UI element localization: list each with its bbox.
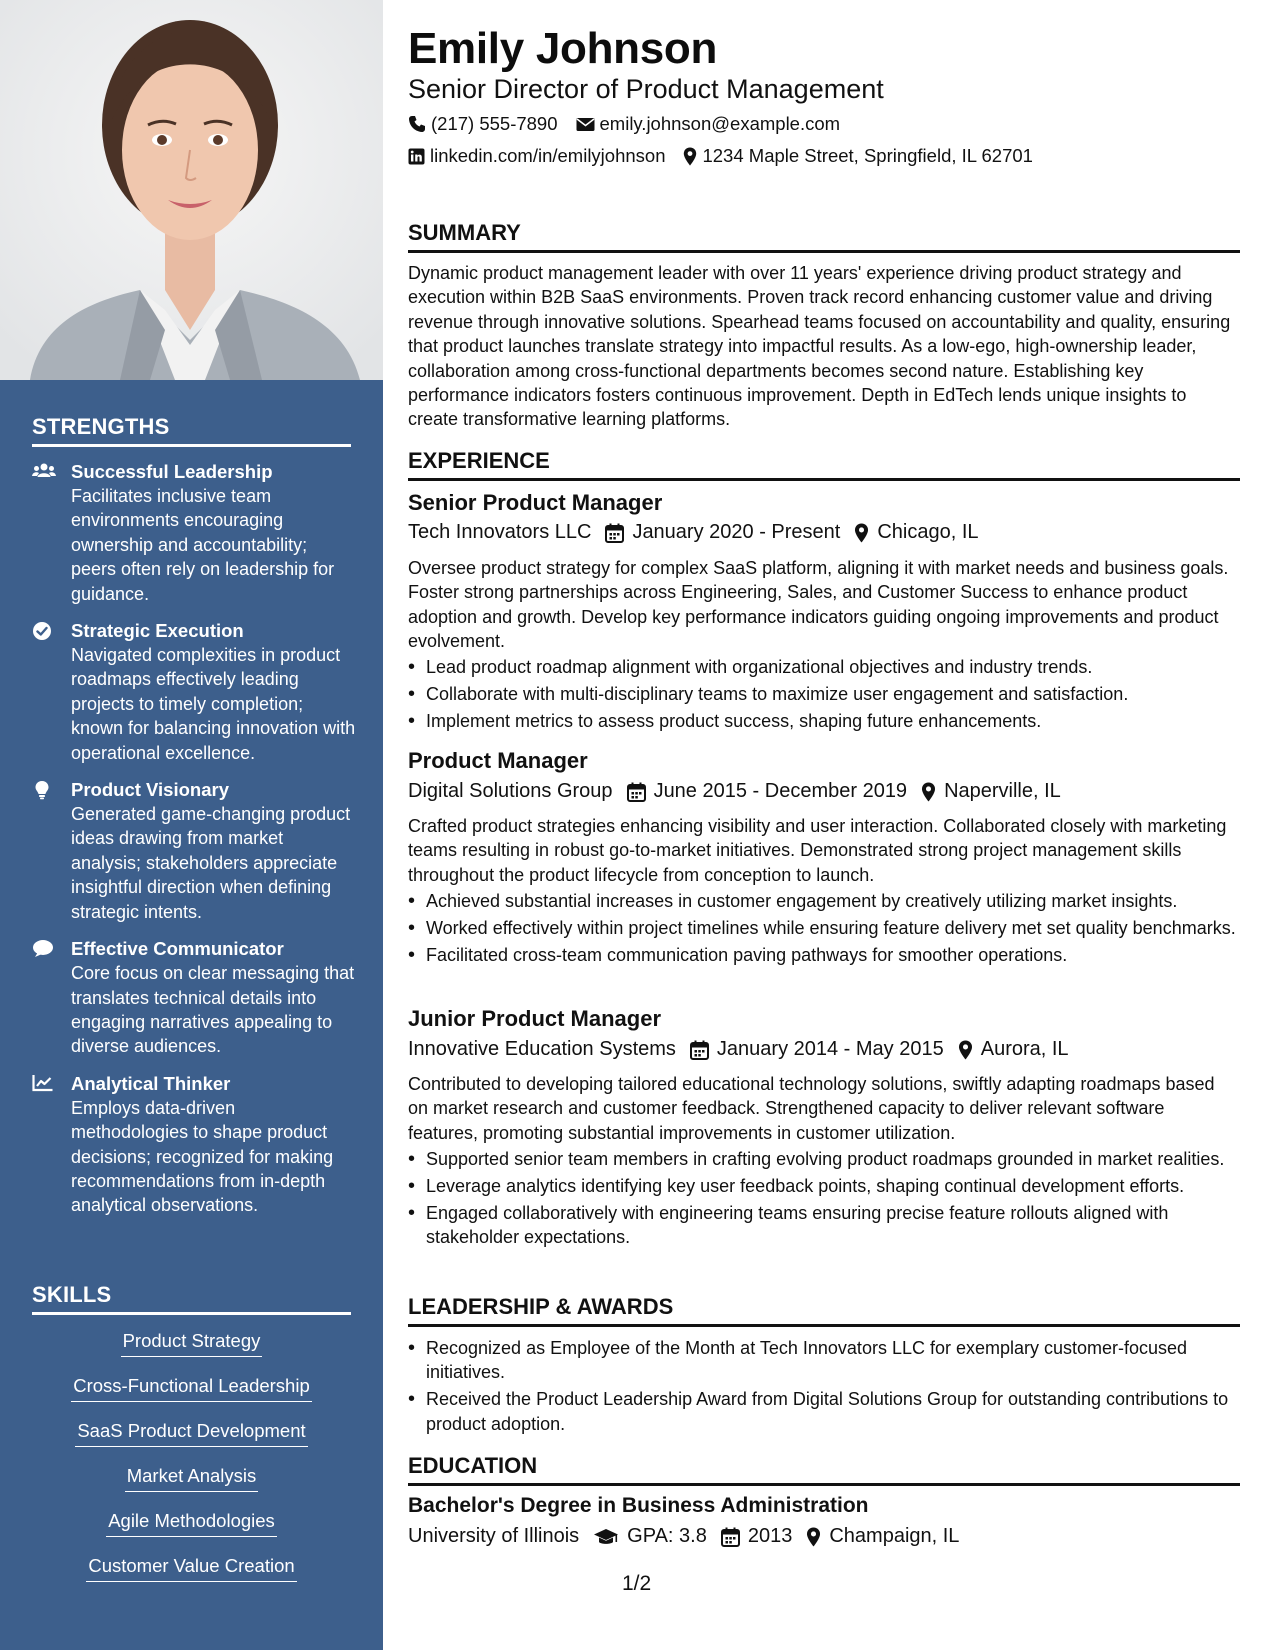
location-pin-icon (958, 1040, 973, 1060)
summary-text: Dynamic product management leader with over 11 years' experience driving product strategy and execution within B2B SaaS environments. Proven track record enhancing customer value and driving revenue through innovative solutions. Spearhead teams focused on accountability and quality, ensuring that product launches translate strategy into impactful results. As a low-ego, high-ownership leader, collaboration among cross-functional departments becomes second nature. Establishing key performance indicators fosters continuous improvement. Depth in EdTech lends unique insights to create transformative learning platforms. (408, 263, 1231, 430)
job-meta (408, 780, 1075, 803)
job-dates (690, 1038, 944, 1061)
candidate-name: Emily Johnson (408, 24, 718, 73)
awards-list (408, 1336, 1238, 1439)
skill-item (32, 1373, 351, 1418)
check-circle-icon (32, 621, 56, 641)
strength-description: Core focus on clear messaging that translates technical details into engaging narratives appealing to diverse audiences. (71, 963, 355, 1057)
phone-text: (217) 555-7890 (431, 113, 558, 134)
education-location (806, 1525, 959, 1548)
strength-item (32, 937, 357, 1059)
address-contact (683, 145, 1032, 167)
job-dates (627, 780, 908, 803)
strength-title: Product Visionary (71, 779, 229, 801)
list-item: • Engaged collaboratively with engineering teams ensuring precise feature rollouts aligned with stakeholder expectations. (408, 1201, 1238, 1250)
skill-label: Product Strategy (121, 1328, 263, 1357)
address-text: 1234 Maple Street, Springfield, IL 62701 (702, 145, 1033, 166)
skill-item (32, 1508, 351, 1553)
skill-label: SaaS Product Development (75, 1418, 307, 1447)
strength-item (32, 1072, 357, 1218)
job-location-text: Chicago, IL (877, 521, 979, 543)
skill-item (32, 1553, 351, 1598)
job-title: Product Manager (408, 748, 588, 773)
strength-description: Navigated complexities in product roadmaps effectively leading projects to timely completion; known for balancing innovation with operational excellence. (71, 645, 356, 763)
job-description: Oversee product strategy for complex SaaS platform, aligning it with market needs and business goals. Foster strong partnerships across Engineering, Sales, and Customer Success to enhance product adoption and growth. Develop key performance indicators guiding ongoing improvements and product evolvement. (408, 558, 1229, 652)
experience-heading: EXPERIENCE (408, 448, 1240, 481)
gpa-text: GPA: 3.8 (627, 1525, 707, 1547)
strength-description: Employs data-driven methodologies to shape product decisions; recognized for making recommendations from in-depth analytical observations. (71, 1097, 334, 1216)
list-item: • Collaborate with multi-disciplinary teams to maximize user engagement and satisfaction. (408, 682, 1238, 706)
phone-contact[interactable] (408, 113, 558, 135)
calendar-icon (627, 782, 646, 802)
company-name: Innovative Education Systems (408, 1038, 676, 1060)
location-pin-icon (921, 782, 936, 802)
calendar-icon (721, 1527, 740, 1547)
speech-bubble-icon (32, 939, 56, 959)
location-pin-icon (854, 523, 869, 543)
strength-title: Strategic Execution (71, 620, 244, 642)
job-dates-text: January 2014 - May 2015 (716, 1038, 944, 1060)
awards-heading: LEADERSHIP & AWARDS (408, 1294, 1240, 1327)
job-dates-text: June 2015 - December 2019 (653, 780, 908, 802)
phone-icon (408, 115, 426, 133)
degree-title: Bachelor's Degree in Business Administration (408, 1494, 869, 1517)
profile-photo (0, 0, 383, 380)
strength-description: Facilitates inclusive team environments encouraging ownership and accountability; peers often rely on leadership for guidance. (71, 486, 335, 604)
company-name: Tech Innovators LLC (408, 521, 592, 543)
line-chart-icon (32, 1074, 56, 1094)
skill-item (32, 1328, 351, 1373)
graduation-cap-icon (593, 1528, 619, 1546)
skill-label: Customer Value Creation (86, 1553, 296, 1582)
summary-heading: SUMMARY (408, 220, 1240, 253)
job-dates-text: January 2020 - Present (632, 521, 841, 543)
list-item: • Leverage analytics identifying key user feedback points, shaping continual development efforts. (408, 1174, 1238, 1198)
job-description: Contributed to developing tailored educational technology solutions, swiftly adapting roadmaps based on market research and customer feedback. Strengthened capacity to deliver relevant software features, promoting substantial improvements in customer utilization. (408, 1074, 1215, 1143)
location-pin-icon (683, 147, 697, 166)
job-location (958, 1038, 1069, 1061)
skills-list (32, 1328, 351, 1598)
strengths-list (32, 460, 357, 1231)
strength-item (32, 460, 357, 606)
linkedin-icon (408, 148, 425, 165)
contact-row (408, 145, 1051, 167)
email-contact[interactable] (576, 113, 841, 135)
sidebar (0, 0, 383, 1650)
candidate-headline: Senior Director of Product Management (408, 74, 884, 104)
users-icon (32, 462, 56, 482)
linkedin-text: linkedin.com/in/emilyjohnson (430, 145, 666, 166)
list-item: • Lead product roadmap alignment with organizational objectives and industry trends. (408, 655, 1238, 679)
skill-label: Agile Methodologies (106, 1508, 277, 1537)
job-bullets (408, 889, 1238, 970)
envelope-icon (576, 117, 595, 132)
job-title: Junior Product Manager (408, 1006, 662, 1031)
location-pin-icon (806, 1527, 821, 1547)
linkedin-contact[interactable] (408, 145, 665, 167)
skill-item (32, 1463, 351, 1508)
job-location (921, 780, 1061, 803)
skill-item (32, 1418, 351, 1463)
email-text: emily.johnson@example.com (599, 113, 841, 134)
contact-row (408, 113, 858, 135)
job-bullets (408, 655, 1238, 736)
job-description: Crafted product strategies enhancing visibility and user interaction. Collaborated closely with marketing teams resulting in robust go-to-market initiatives. Demonstrated strong project management skills throughout the product lifecycle from conception to launch. (408, 816, 1227, 885)
page-number: 1/2 (622, 1572, 652, 1595)
list-item: • Supported senior team members in crafting evolving product roadmaps grounded in market realities. (408, 1147, 1238, 1171)
job-dates (605, 521, 840, 544)
skill-label: Market Analysis (125, 1463, 259, 1492)
job-location (854, 521, 978, 544)
list-item: • Implement metrics to assess product success, shaping future enhancements. (408, 709, 1238, 733)
job-meta (408, 521, 993, 544)
job-location-text: Naperville, IL (944, 780, 1061, 802)
list-item: • Achieved substantial increases in customer engagement by creatively utilizing market insights. (408, 889, 1238, 913)
calendar-icon (605, 523, 624, 543)
education-heading: EDUCATION (408, 1453, 1240, 1486)
list-item: • Received the Product Leadership Award from Digital Solutions Group for outstanding contributions to product adoption. (408, 1387, 1238, 1436)
list-item: • Recognized as Employee of the Month at Tech Innovators LLC for exemplary customer-focused initiatives. (408, 1336, 1238, 1385)
strengths-heading: STRENGTHS (32, 414, 351, 447)
strength-item (32, 619, 357, 765)
calendar-icon (690, 1040, 709, 1060)
gpa (593, 1525, 707, 1548)
education-meta (408, 1525, 973, 1548)
job-bullets (408, 1147, 1238, 1252)
strength-title: Analytical Thinker (71, 1072, 231, 1094)
company-name: Digital Solutions Group (408, 780, 613, 802)
list-item: • Worked effectively within project timelines while ensuring feature delivery met set quality benchmarks. (408, 916, 1238, 940)
strength-title: Successful Leadership (71, 461, 273, 482)
job-title: Senior Product Manager (408, 490, 663, 515)
education-location-text: Champaign, IL (829, 1525, 960, 1547)
year-text: 2013 (747, 1525, 793, 1547)
skills-heading: SKILLS (32, 1282, 351, 1315)
list-item: • Facilitated cross-team communication paving pathways for smoother operations. (408, 943, 1238, 967)
school-name: University of Illinois (408, 1525, 580, 1547)
job-location-text: Aurora, IL (980, 1038, 1069, 1060)
skill-label: Cross-Functional Leadership (71, 1373, 312, 1402)
lightbulb-icon (32, 780, 56, 800)
strength-description: Generated game-changing product ideas drawing from market analysis; stakeholders appreciate insightful direction when defining strategic intents. (71, 804, 351, 922)
job-meta (408, 1038, 1083, 1061)
strength-item (32, 778, 357, 924)
strength-title: Effective Communicator (71, 938, 284, 960)
graduation-year (721, 1525, 793, 1548)
